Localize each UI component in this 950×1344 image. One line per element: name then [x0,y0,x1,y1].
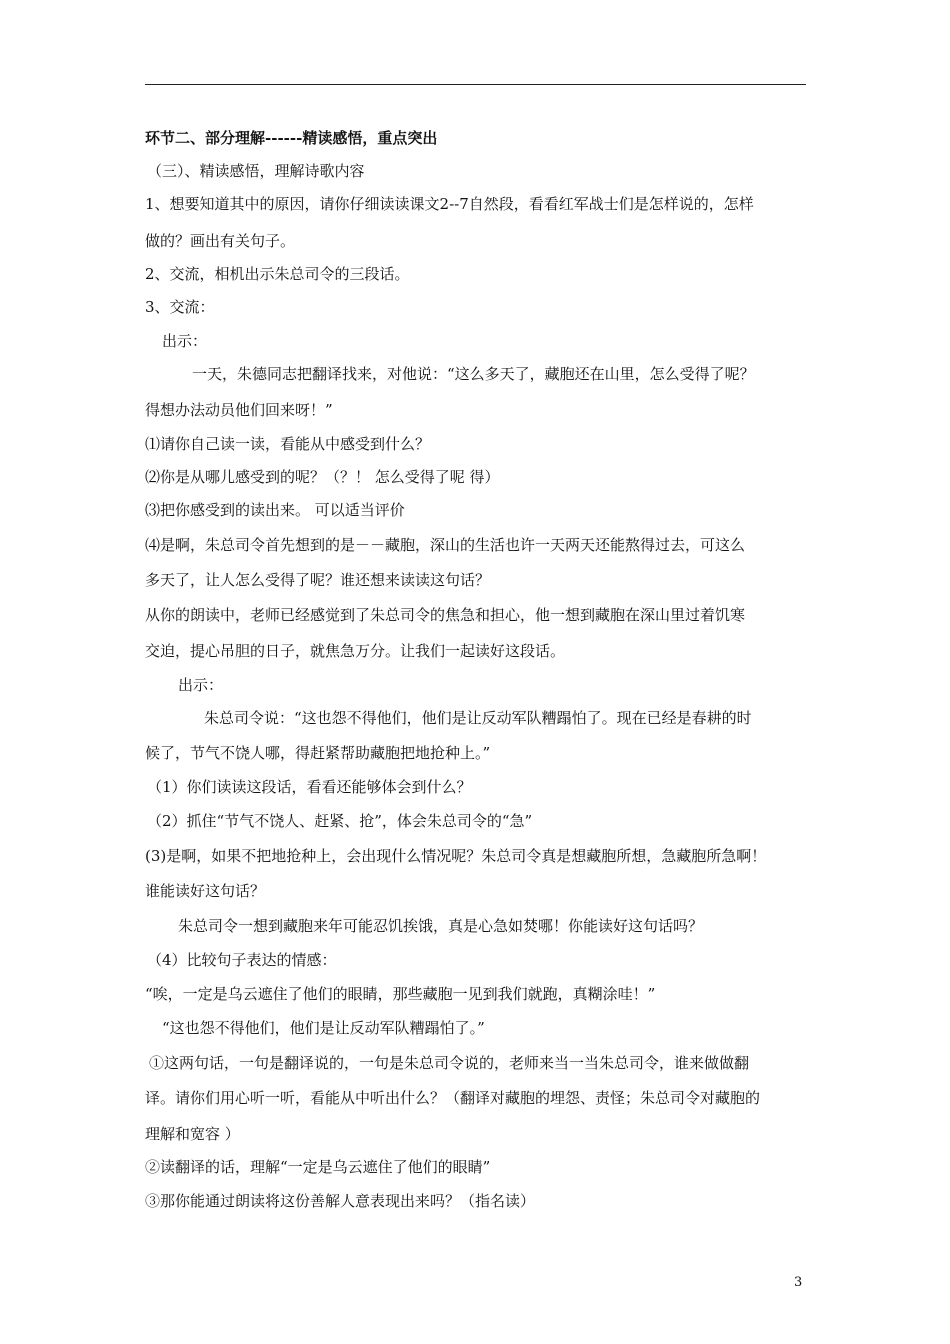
text-line: 谁能读好这句话？ [145,882,266,900]
text-line: ⑴请你自己读一读，看能从中感受到什么？ [145,435,431,453]
text-line: 多天了，让人怎么受得了呢？谁还想来读读这句话？ [145,571,491,589]
text-line: 出示： [178,676,224,694]
text-line: ⑵你是从哪儿感受到的呢？（？！ 怎么受得了呢 得） [145,468,500,486]
quote-line: “这也怨不得他们，他们是让反动军队糟蹋怕了。” [162,1019,485,1037]
text-line: 3、交流： [145,298,215,316]
text-line: 从你的朗读中，老师已经感觉到了朱总司令的焦急和担心，他一想到藏胞在深山里过着饥寒 [145,606,746,624]
text-line: 译。请你们用心听一听，看能从中听出什么？（翻译对藏胞的埋怨、责怪；朱总司令对藏胞的 [145,1089,761,1107]
page-number: 3 [794,1275,803,1290]
text-line: （1）你们读读这段话，看看还能够体会到什么？ [147,778,472,796]
quote-line: 朱总司令说：“这也怨不得他们，他们是让反动军队糟蹋怕了。现在已经是春耕的时 [204,709,752,727]
text-line: 2、交流，相机出示朱总司令的三段话。 [145,265,410,283]
text-line: 做的？画出有关句子。 [145,232,296,250]
text-line: (3)是啊，如果不把地抢种上，会出现什么情况呢？朱总司令真是想藏胞所想，急藏胞所急啊！ [145,847,767,865]
text-line: ③那你能通过朗读将这份善解人意表现出来吗？（指名读） [145,1192,536,1210]
text-line: （三）、精读感悟，理解诗歌内容 [147,162,365,180]
quote-line: “唉，一定是乌云遮住了他们的眼睛，那些藏胞一见到我们就跑，真糊涂哇！” [145,985,656,1003]
text-line: 交迫，提心吊胆的日子，就焦急万分。让我们一起读好这段话。 [145,642,566,660]
quote-line: 一天，朱德同志把翻译找来，对他说：“这么多天了，藏胞还在山里，怎么受得了呢？ [192,365,755,383]
section-title: 环节二、部分理解------精读感悟，重点突出 [145,129,438,147]
quote-line: 得想办法动员他们回来呀！” [145,401,333,419]
text-line: ②读翻译的话，理解“一定是乌云遮住了他们的眼睛” [145,1158,491,1176]
text-line: 出示： [162,332,208,350]
text-line: 朱总司令一想到藏胞来年可能忍饥挨饿，真是心急如焚哪！你能读好这句话吗？ [178,917,704,935]
text-line: ①这两句话，一句是翻译说的，一句是朱总司令说的，老师来当一当朱总司令，谁来做做翻 [149,1054,750,1072]
header-rule [145,84,806,85]
text-line: （4）比较句子表达的情感： [147,951,337,969]
text-line: 理解和宽容 ） [145,1125,240,1143]
text-line: ⑶把你感受到的读出来。 可以适当评价 [145,501,405,519]
quote-line: 候了，节气不饶人哪，得赶紧帮助藏胞把地抢种上。” [145,744,491,762]
text-line: ⑷是啊，朱总司令首先想到的是－－藏胞，深山的生活也许一天两天还能熬得过去，可这么 [145,536,746,554]
text-line: 1、想要知道其中的原因，请你仔细读读课文2--7自然段，看看红军战士们是怎样说的，怎样 [145,195,754,213]
text-line: （2）抓住“节气不饶人、赶紧、抢”，体会朱总司令的“急” [147,812,533,830]
